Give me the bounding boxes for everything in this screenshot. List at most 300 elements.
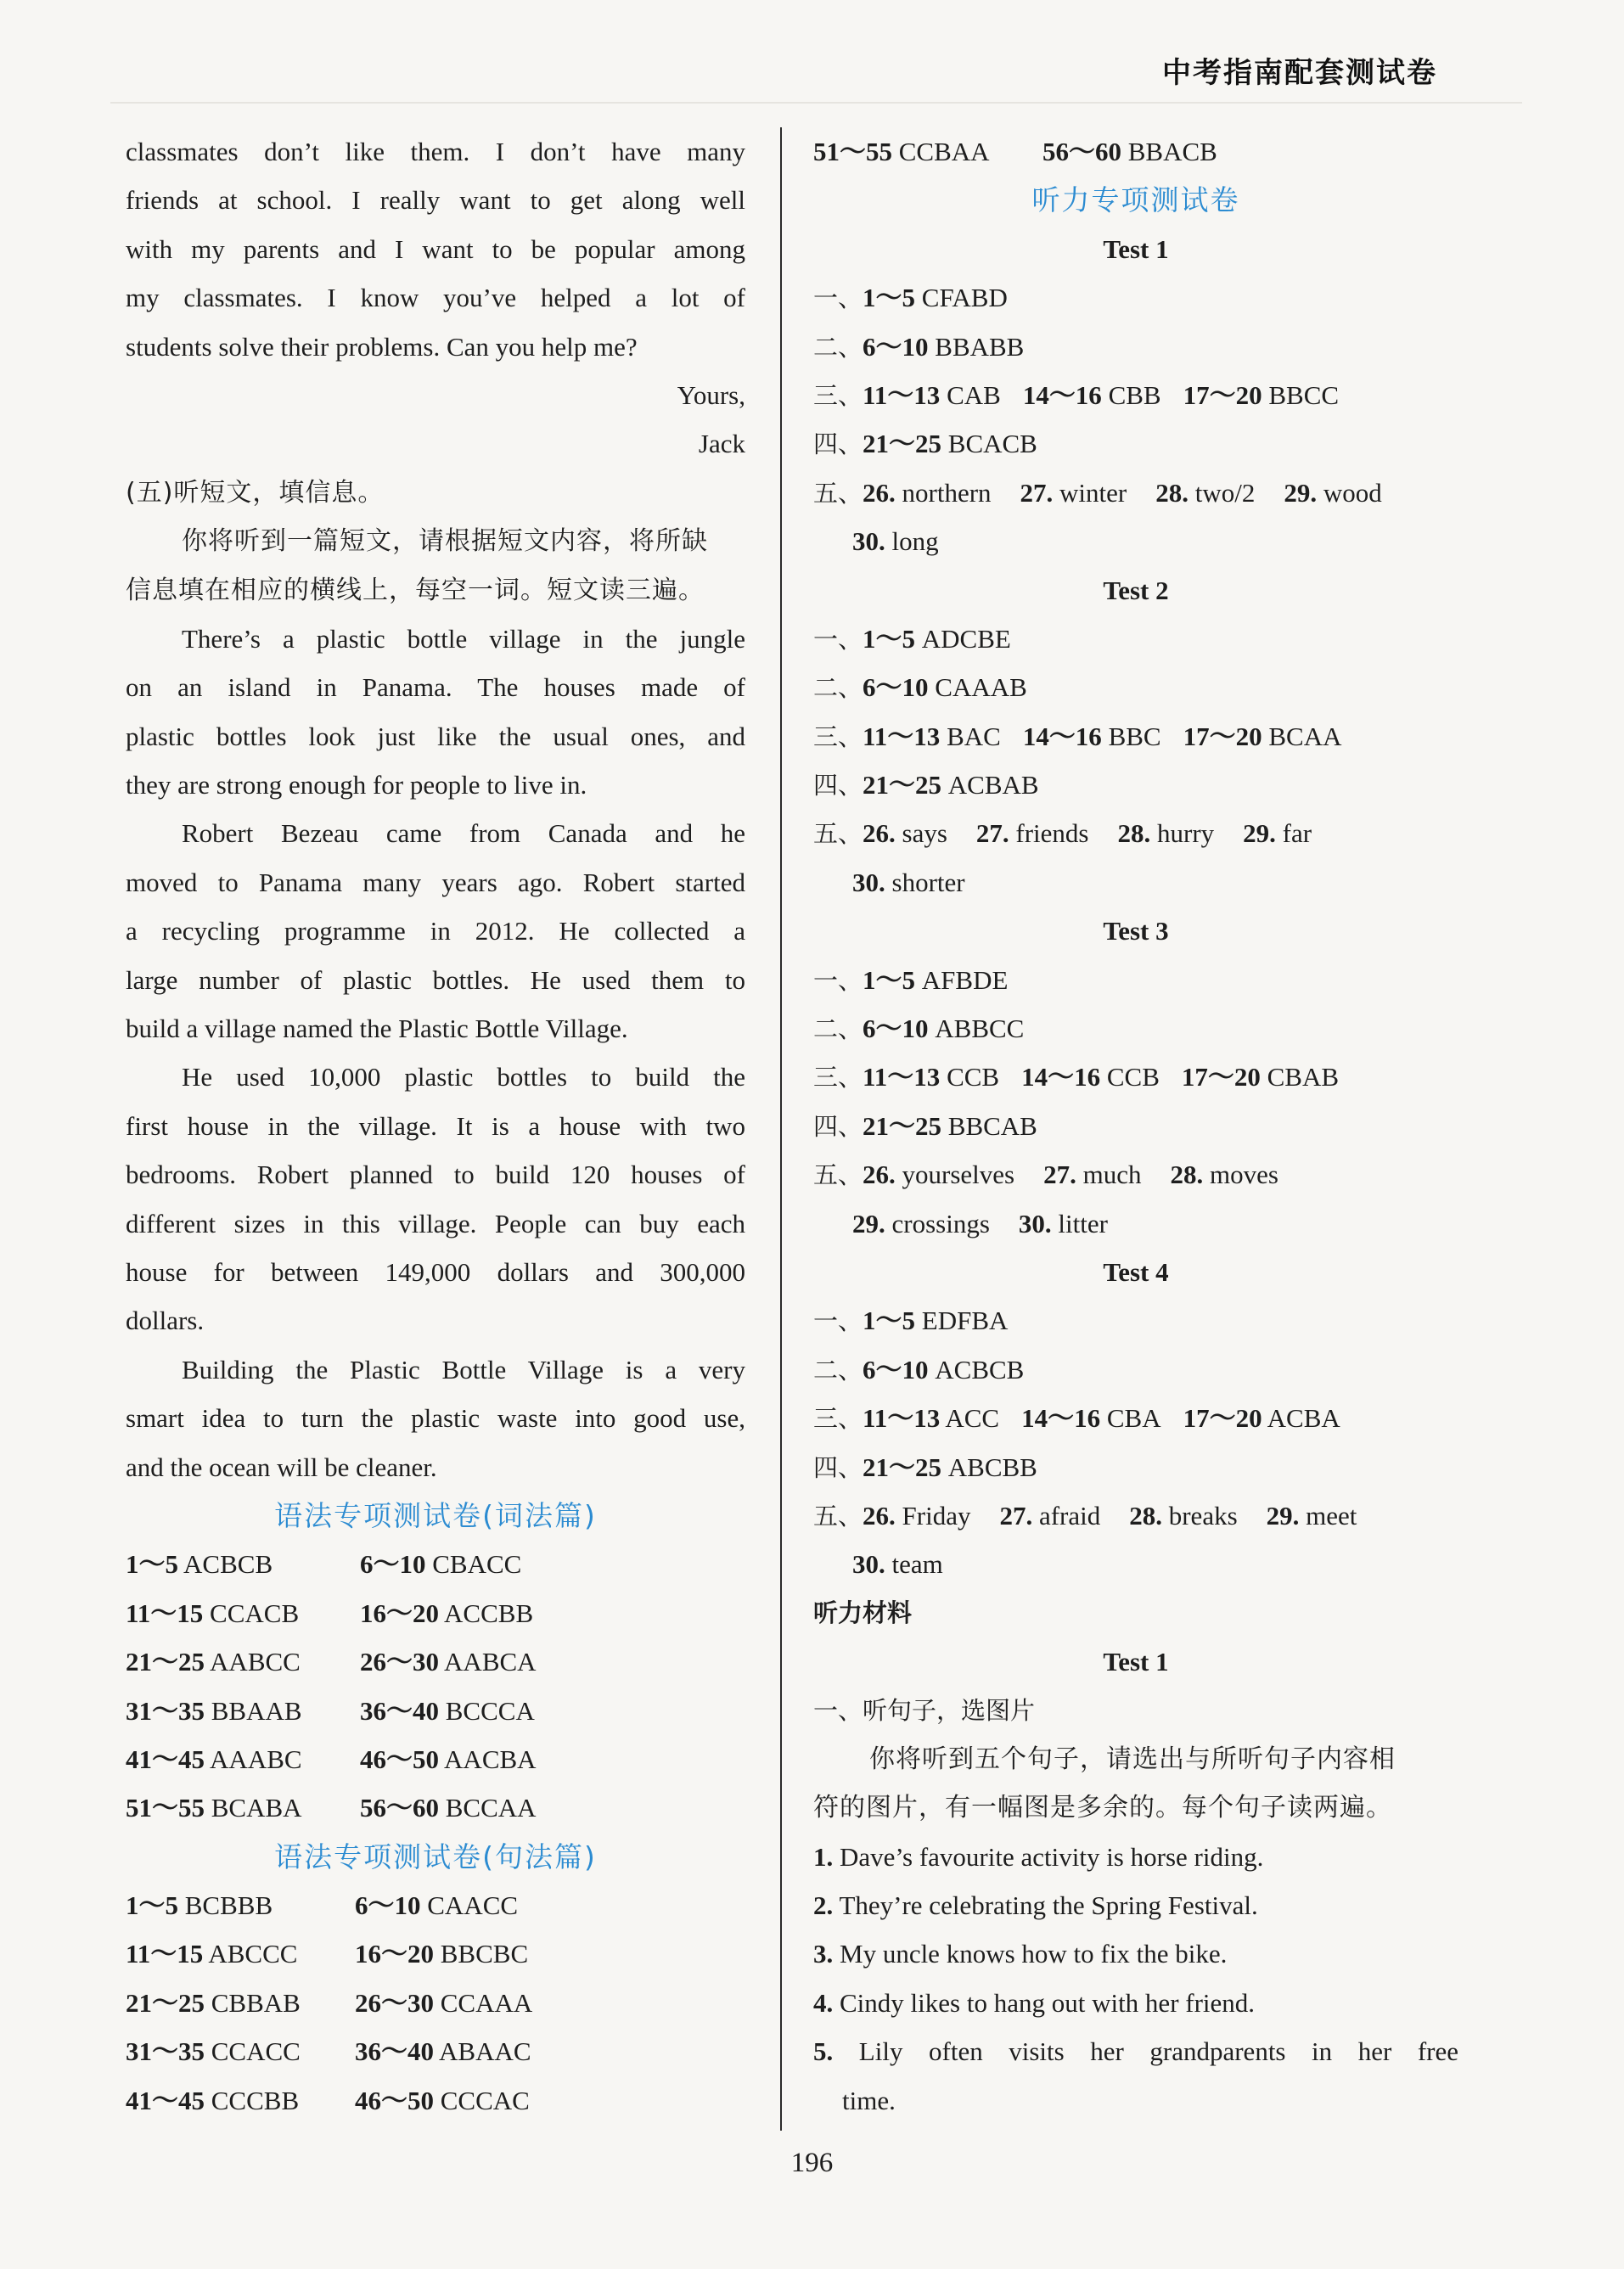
part-number: 二、 bbox=[813, 1014, 863, 1044]
part-number: 三、 bbox=[813, 722, 863, 751]
answer-range: 6～10 bbox=[863, 1014, 929, 1044]
question-number: 26. bbox=[863, 1160, 896, 1190]
answer-pair bbox=[360, 1783, 537, 1832]
passage-line: Robert Bezeau came from Canada and he bbox=[182, 818, 745, 849]
answer-row bbox=[813, 1053, 1458, 1101]
section-heading: (五)听短文，填信息。 bbox=[126, 477, 385, 508]
answer-row bbox=[126, 2027, 745, 2075]
letter-line: classmates don’t like them. I don’t have many bbox=[126, 137, 745, 166]
answer-keys: CCAAA bbox=[440, 1987, 533, 2018]
answer-pair bbox=[126, 1687, 360, 1735]
test-title: Test 1 bbox=[1103, 233, 1169, 264]
answer-keys: ABCCC bbox=[208, 1939, 298, 1969]
question-number: 30. bbox=[852, 1549, 885, 1580]
fill-answer bbox=[863, 1150, 1014, 1199]
answer-range: 6～10 bbox=[355, 1890, 421, 1921]
answer-word: Friday bbox=[902, 1500, 971, 1530]
passage-line: large number of plastic bottles. He used them to bbox=[126, 964, 745, 995]
answer-range: 21～25 bbox=[126, 1647, 205, 1677]
answer-range: 46～50 bbox=[360, 1744, 439, 1774]
instruction-line: 你将听到五个句子，请选出与所听句子内容相 bbox=[869, 1744, 1396, 1774]
part-heading: 一、听句子，选图片 bbox=[813, 1695, 1036, 1725]
answer-range: 1～5 bbox=[863, 1306, 916, 1336]
instruction-line: 信息填在相应的横线上，每空一词。短文读三遍。 bbox=[126, 575, 705, 605]
part-number: 五、 bbox=[813, 1501, 863, 1530]
answer-keys: CCCBB bbox=[211, 2085, 300, 2115]
answer-keys: BCCCA bbox=[445, 1695, 535, 1726]
answer-keys: CBACC bbox=[432, 1549, 522, 1580]
answer-keys: ABAAC bbox=[439, 2036, 531, 2067]
part-number: 一、 bbox=[813, 624, 863, 654]
part-number: 五、 bbox=[813, 478, 863, 508]
answer-word: friends bbox=[1015, 818, 1089, 849]
sentence-line bbox=[813, 1833, 1458, 1881]
answer-word: says bbox=[902, 818, 947, 849]
answer-word: team bbox=[891, 1549, 943, 1580]
test-title: Test 2 bbox=[1103, 575, 1169, 605]
answer-range: 56～60 bbox=[360, 1793, 439, 1823]
answer-row bbox=[813, 809, 1458, 857]
answer-keys: CAB bbox=[947, 379, 1001, 410]
fill-answer bbox=[863, 1491, 970, 1540]
part-number: 二、 bbox=[813, 1355, 863, 1384]
sentence-continuation: time. bbox=[842, 2085, 896, 2115]
answer-word: two/2 bbox=[1194, 477, 1256, 508]
answer-word: northern bbox=[902, 477, 992, 508]
answer-keys: BCBBB bbox=[184, 1890, 273, 1921]
answer-keys: BCACB bbox=[947, 429, 1037, 459]
answer-keys: BBACB bbox=[1127, 137, 1217, 166]
question-number: 26. bbox=[863, 818, 896, 849]
fill-answer bbox=[1170, 1150, 1278, 1199]
question-number: 28. bbox=[1170, 1160, 1204, 1190]
question-number: 29. bbox=[1266, 1500, 1300, 1530]
sentence-number: 2. bbox=[813, 1890, 834, 1921]
answer-pair bbox=[126, 1929, 355, 1978]
answer-range: 21～25 bbox=[863, 770, 942, 800]
answer-pair bbox=[355, 2027, 531, 2075]
answer-range: 41～45 bbox=[126, 1744, 205, 1774]
sentence-number: 3. bbox=[813, 1939, 834, 1969]
left-column bbox=[126, 127, 745, 2125]
answer-range: 26～30 bbox=[355, 1987, 434, 2018]
answer-row bbox=[813, 323, 1458, 371]
answer-keys: BCABA bbox=[211, 1793, 302, 1823]
answer-row bbox=[813, 1150, 1458, 1199]
answer-word: far bbox=[1282, 818, 1312, 849]
answer-pair bbox=[355, 2076, 530, 2125]
page-number: 196 bbox=[790, 2148, 834, 2178]
answer-pair bbox=[863, 371, 1001, 419]
answer-row bbox=[126, 1979, 745, 2027]
passage-line: smart idea to turn the plastic waste into good use, bbox=[126, 1403, 745, 1434]
answer-word: much bbox=[1082, 1160, 1142, 1190]
answer-row bbox=[813, 469, 1458, 517]
answer-row bbox=[813, 1004, 1458, 1053]
sentence-list bbox=[813, 1833, 1458, 2076]
answer-pair bbox=[863, 712, 1001, 761]
answer-range: 21～25 bbox=[126, 1987, 205, 2018]
answer-row bbox=[126, 1881, 745, 1929]
passage-line: He used 10,000 plastic bottles to build the bbox=[182, 1062, 745, 1092]
answer-pair bbox=[863, 1394, 999, 1442]
answer-range: 6～10 bbox=[863, 331, 929, 362]
materials-test-title: Test 1 bbox=[1103, 1647, 1169, 1677]
answer-keys: AFBDE bbox=[921, 964, 1009, 995]
answer-keys: ACBAB bbox=[947, 770, 1039, 800]
letter-line: friends at school. I really want to get along well bbox=[126, 185, 745, 216]
answer-keys: EDFBA bbox=[921, 1306, 1009, 1336]
part-number: 三、 bbox=[813, 380, 863, 410]
answer-keys: ACBA bbox=[1267, 1403, 1340, 1434]
answer-range: 46～50 bbox=[355, 2085, 434, 2115]
answer-row bbox=[126, 1735, 745, 1783]
answer-range: 1～5 bbox=[126, 1890, 178, 1921]
passage-line: different sizes in this village. People can buy each bbox=[126, 1208, 745, 1238]
sentence-number: 5. bbox=[813, 2036, 834, 2067]
question-number: 27. bbox=[975, 818, 1009, 849]
answer-row bbox=[813, 517, 1458, 565]
question-number: 30. bbox=[852, 867, 885, 897]
answer-range: 17～20 bbox=[1183, 721, 1262, 751]
answer-row bbox=[813, 419, 1458, 468]
answer-range: 21～25 bbox=[863, 1110, 942, 1141]
answer-keys: CBBAB bbox=[211, 1987, 301, 2018]
answer-range: 16～20 bbox=[360, 1598, 439, 1628]
question-number: 28. bbox=[1117, 818, 1151, 849]
answer-pair bbox=[126, 1589, 360, 1637]
answer-keys: AAABC bbox=[210, 1744, 302, 1774]
answer-row bbox=[813, 712, 1458, 761]
answer-pair bbox=[360, 1540, 521, 1588]
fill-answer bbox=[1284, 469, 1381, 517]
fill-answer bbox=[1129, 1491, 1237, 1540]
question-number: 28. bbox=[1155, 477, 1188, 508]
answer-word: shorter bbox=[891, 867, 965, 897]
answer-range: 1～5 bbox=[863, 623, 916, 654]
materials-heading: 听力材料 bbox=[813, 1598, 913, 1627]
answer-word: winter bbox=[1059, 477, 1127, 508]
answer-range: 14～16 bbox=[1021, 1062, 1101, 1092]
passage-line: a recycling programme in 2012. He collected a bbox=[126, 916, 745, 946]
fill-answer bbox=[1020, 469, 1127, 517]
answer-keys: BBCC bbox=[1268, 379, 1340, 410]
answer-range: 51～55 bbox=[126, 1793, 205, 1823]
passage-line: plastic bottles look just like the usual ones, and bbox=[126, 721, 745, 751]
passage-line: moved to Panama many years ago. Robert started bbox=[126, 867, 745, 897]
answer-range: 41～45 bbox=[126, 2085, 205, 2115]
answer-keys: BAC bbox=[947, 721, 1001, 751]
answer-word: wood bbox=[1323, 477, 1382, 508]
grammar-vocab-title: 语法专项测试卷(词法篇) bbox=[274, 1498, 597, 1532]
part-number: 四、 bbox=[813, 1452, 863, 1482]
answer-range: 36～40 bbox=[355, 2036, 434, 2067]
answer-keys: AABCC bbox=[210, 1647, 301, 1677]
answer-keys: AACBA bbox=[444, 1744, 537, 1774]
answer-word: moves bbox=[1209, 1160, 1278, 1190]
part-number: 三、 bbox=[813, 1404, 863, 1434]
question-number: 29. bbox=[852, 1208, 885, 1238]
listening-tests bbox=[813, 225, 1458, 1589]
answer-row bbox=[813, 1199, 1458, 1248]
sentence-text: Cindy likes to hang out with her friend. bbox=[840, 1987, 1256, 2018]
answer-pair bbox=[360, 1735, 537, 1783]
answer-row bbox=[813, 761, 1458, 809]
answer-row bbox=[813, 1296, 1458, 1345]
passage-line: build a village named the Plastic Bottle Village. bbox=[126, 1014, 628, 1044]
answer-keys: ACBCB bbox=[935, 1354, 1025, 1384]
passage-line: on an island in Panama. The houses made of bbox=[126, 672, 745, 703]
sentence-text: They’re celebrating the Spring Festival. bbox=[839, 1890, 1258, 1921]
answer-keys: CCBAA bbox=[898, 137, 990, 166]
answer-word: afraid bbox=[1038, 1500, 1101, 1530]
answer-word: meet bbox=[1306, 1500, 1357, 1530]
answer-range: 11～15 bbox=[126, 1939, 204, 1969]
sentence-line bbox=[813, 1979, 1458, 2027]
question-number: 26. bbox=[863, 1500, 896, 1530]
answer-pair bbox=[360, 1589, 533, 1637]
answer-range: 31～35 bbox=[126, 2036, 205, 2067]
sentence-text: Lily often visits her grandparents in her free bbox=[858, 2036, 1458, 2067]
fill-answer bbox=[1019, 1199, 1108, 1248]
answer-row bbox=[813, 1491, 1458, 1540]
part-number: 五、 bbox=[813, 819, 863, 849]
answer-pair bbox=[126, 1540, 360, 1588]
answer-range: 6～10 bbox=[360, 1549, 426, 1580]
answer-row bbox=[126, 1783, 745, 1832]
answer-range: 1～5 bbox=[126, 1549, 178, 1580]
answer-pair bbox=[126, 2076, 355, 2125]
fill-answer bbox=[1267, 1491, 1357, 1540]
sentence-line bbox=[813, 2027, 1458, 2075]
answer-range: 11～13 bbox=[863, 379, 941, 410]
fill-answer bbox=[863, 809, 947, 857]
answer-keys: CCCAC bbox=[440, 2085, 530, 2115]
answer-row bbox=[813, 1102, 1458, 1150]
answer-row bbox=[813, 858, 1458, 907]
answer-pair bbox=[126, 1881, 355, 1929]
answer-row bbox=[813, 1394, 1458, 1442]
sentence-number: 1. bbox=[813, 1841, 834, 1872]
passage-line: dollars. bbox=[126, 1306, 205, 1336]
passage-line: first house in the village. It is a house with two bbox=[126, 1110, 745, 1141]
passage-line: Building the Plastic Bottle Village is a very bbox=[182, 1354, 745, 1384]
answer-pair bbox=[355, 1881, 518, 1929]
fill-answer bbox=[863, 469, 992, 517]
answer-keys: CBA bbox=[1106, 1403, 1161, 1434]
answer-pair bbox=[126, 1783, 360, 1832]
part-number: 四、 bbox=[813, 771, 863, 800]
answer-pair bbox=[360, 1687, 535, 1735]
listening-title: 听力专项测试卷 bbox=[1031, 183, 1240, 217]
answer-keys: CCACB bbox=[210, 1598, 300, 1628]
answer-pair bbox=[1021, 1053, 1160, 1101]
answer-range: 56～60 bbox=[1042, 137, 1121, 166]
answer-range: 11～13 bbox=[863, 1062, 941, 1092]
question-number: 27. bbox=[1020, 477, 1054, 508]
answer-range: 14～16 bbox=[1021, 1403, 1101, 1434]
fill-answer bbox=[852, 1199, 990, 1248]
answer-range: 11～15 bbox=[126, 1598, 204, 1628]
answer-pair bbox=[355, 1979, 532, 2027]
instruction-line: 符的图片，有一幅图是多余的。每个句子读两遍。 bbox=[813, 1793, 1392, 1823]
instruction-line: 你将听到一篇短文，请根据短文内容，将所缺 bbox=[182, 526, 708, 557]
test-title: Test 3 bbox=[1103, 916, 1169, 946]
answer-pair bbox=[126, 1979, 355, 2027]
answer-range: 21～25 bbox=[863, 429, 942, 459]
answer-row bbox=[813, 663, 1458, 711]
answer-range: 1～5 bbox=[863, 283, 916, 313]
grammar-sentence-answers bbox=[126, 1881, 745, 2125]
sentence-number: 4. bbox=[813, 1987, 834, 2018]
answer-row bbox=[126, 1637, 745, 1686]
answer-row bbox=[126, 1589, 745, 1637]
question-number: 29. bbox=[1284, 477, 1318, 508]
answer-keys: ABCBB bbox=[947, 1452, 1037, 1482]
answer-pair bbox=[1183, 1394, 1340, 1442]
answer-keys: ACC bbox=[945, 1403, 1000, 1434]
answer-keys: CFABD bbox=[921, 283, 1008, 313]
answer-keys: ACBCB bbox=[183, 1549, 273, 1580]
part-number: 一、 bbox=[813, 965, 863, 995]
letter-line: with my parents and I want to be popular among bbox=[126, 233, 745, 264]
question-number: 29. bbox=[1243, 818, 1276, 849]
answer-keys: ACCBB bbox=[444, 1598, 534, 1628]
fill-answer bbox=[1043, 1150, 1141, 1199]
fill-answer bbox=[999, 1491, 1100, 1540]
answer-keys: AABCA bbox=[444, 1647, 537, 1677]
part-number: 一、 bbox=[813, 1306, 863, 1336]
answer-row bbox=[126, 1687, 745, 1735]
answer-range: 6～10 bbox=[863, 1354, 929, 1384]
answer-range: 17～20 bbox=[1183, 1403, 1262, 1434]
grammar-vocab-answers bbox=[126, 1540, 745, 1832]
answer-keys: BCAA bbox=[1268, 721, 1342, 751]
answer-keys: CCACC bbox=[211, 2036, 301, 2067]
passage-line: they are strong enough for people to live in. bbox=[126, 770, 587, 800]
answer-pair bbox=[1023, 371, 1161, 419]
answer-row bbox=[126, 2076, 745, 2125]
answer-keys: BBABB bbox=[935, 331, 1025, 362]
answer-range: 51～55 bbox=[813, 137, 892, 166]
answer-keys: CAAAB bbox=[935, 672, 1027, 703]
answer-pair bbox=[355, 1929, 528, 1978]
letter-signature: Jack bbox=[698, 429, 745, 459]
question-number: 26. bbox=[863, 477, 896, 508]
answer-row bbox=[813, 127, 1458, 176]
column-divider bbox=[780, 127, 782, 2131]
part-number: 四、 bbox=[813, 1111, 863, 1141]
passage-line: There’s a plastic bottle village in the jungle bbox=[182, 623, 745, 654]
passage-line: and the ocean will be cleaner. bbox=[126, 1452, 437, 1482]
answer-range: 26～30 bbox=[360, 1647, 439, 1677]
part-number: 四、 bbox=[813, 430, 863, 459]
fill-answer bbox=[1118, 809, 1215, 857]
answer-pair bbox=[1183, 712, 1342, 761]
answer-range: 36～40 bbox=[360, 1695, 439, 1726]
answer-keys: BCCAA bbox=[445, 1793, 537, 1823]
letter-closing: Yours, bbox=[677, 379, 745, 410]
sentence-text: My uncle knows how to fix the bike. bbox=[840, 1939, 1228, 1969]
question-number: 28. bbox=[1129, 1500, 1162, 1530]
answer-keys: BBCAB bbox=[947, 1110, 1037, 1141]
question-number: 27. bbox=[1043, 1160, 1076, 1190]
answer-row bbox=[126, 1540, 745, 1588]
part-number: 二、 bbox=[813, 332, 863, 362]
answer-range: 6～10 bbox=[863, 672, 929, 703]
sentence-line bbox=[813, 1881, 1458, 1929]
answer-row bbox=[813, 273, 1458, 322]
answer-pair bbox=[1183, 371, 1339, 419]
answer-range: 14～16 bbox=[1022, 379, 1102, 410]
answer-word: breaks bbox=[1168, 1500, 1238, 1530]
fill-answer bbox=[976, 809, 1089, 857]
sentence-text: Dave’s favourite activity is horse riding. bbox=[840, 1841, 1264, 1872]
answer-pair bbox=[126, 2027, 355, 2075]
answer-keys: CCB bbox=[1106, 1062, 1160, 1092]
header-rule bbox=[110, 102, 1522, 104]
question-number: 30. bbox=[852, 526, 885, 557]
fill-answer bbox=[1155, 469, 1255, 517]
answer-word: crossings bbox=[891, 1208, 990, 1238]
running-header: 中考指南配套测试卷 bbox=[1162, 56, 1437, 90]
answer-row bbox=[813, 615, 1458, 663]
answer-row bbox=[813, 1345, 1458, 1394]
right-column bbox=[813, 127, 1458, 2125]
answer-keys: CBB bbox=[1108, 379, 1161, 410]
answer-word: yourselves bbox=[902, 1160, 1015, 1190]
answer-pair bbox=[863, 1053, 999, 1101]
answer-keys: ABBCC bbox=[935, 1014, 1025, 1044]
part-number: 五、 bbox=[813, 1160, 863, 1190]
part-number: 一、 bbox=[813, 284, 863, 313]
letter-line: my classmates. I know you’ve helped a lot of bbox=[126, 283, 745, 313]
answer-range: 11～13 bbox=[863, 721, 941, 751]
answer-keys: CBAB bbox=[1267, 1062, 1340, 1092]
answer-pair bbox=[1182, 1053, 1339, 1101]
test-title: Test 4 bbox=[1103, 1256, 1169, 1287]
answer-range: 16～20 bbox=[355, 1939, 434, 1969]
part-number: 三、 bbox=[813, 1063, 863, 1092]
letter-line: students solve their problems. Can you help me? bbox=[126, 331, 638, 362]
answer-word: hurry bbox=[1157, 818, 1215, 849]
answer-row bbox=[126, 1929, 745, 1978]
answer-keys: ADCBE bbox=[921, 623, 1011, 654]
answer-pair bbox=[126, 1637, 360, 1686]
answer-range: 31～35 bbox=[126, 1695, 205, 1726]
passage-line: house for between 149,000 dollars and 300,000 bbox=[126, 1256, 745, 1287]
answer-row bbox=[813, 1540, 1458, 1588]
sentence-line bbox=[813, 1929, 1458, 1978]
answer-word: litter bbox=[1058, 1208, 1108, 1238]
answer-range: 17～20 bbox=[1181, 1062, 1261, 1092]
fill-answer bbox=[1243, 809, 1312, 857]
answer-row bbox=[813, 1443, 1458, 1491]
answer-word: long bbox=[891, 526, 939, 557]
answer-pair bbox=[1023, 712, 1161, 761]
answer-range: 1～5 bbox=[863, 964, 916, 995]
grammar-sentence-title: 语法专项测试卷(句法篇) bbox=[274, 1839, 597, 1873]
answer-range: 11～13 bbox=[863, 1403, 941, 1434]
passage-line: bedrooms. Robert planned to build 120 houses of bbox=[126, 1160, 745, 1190]
question-number: 30. bbox=[1018, 1208, 1052, 1238]
answer-range: 17～20 bbox=[1183, 379, 1262, 410]
answer-row bbox=[813, 371, 1458, 419]
answer-range: 14～16 bbox=[1022, 721, 1102, 751]
part-number: 二、 bbox=[813, 673, 863, 703]
answer-keys: CAACC bbox=[427, 1890, 519, 1921]
answer-pair bbox=[126, 1735, 360, 1783]
